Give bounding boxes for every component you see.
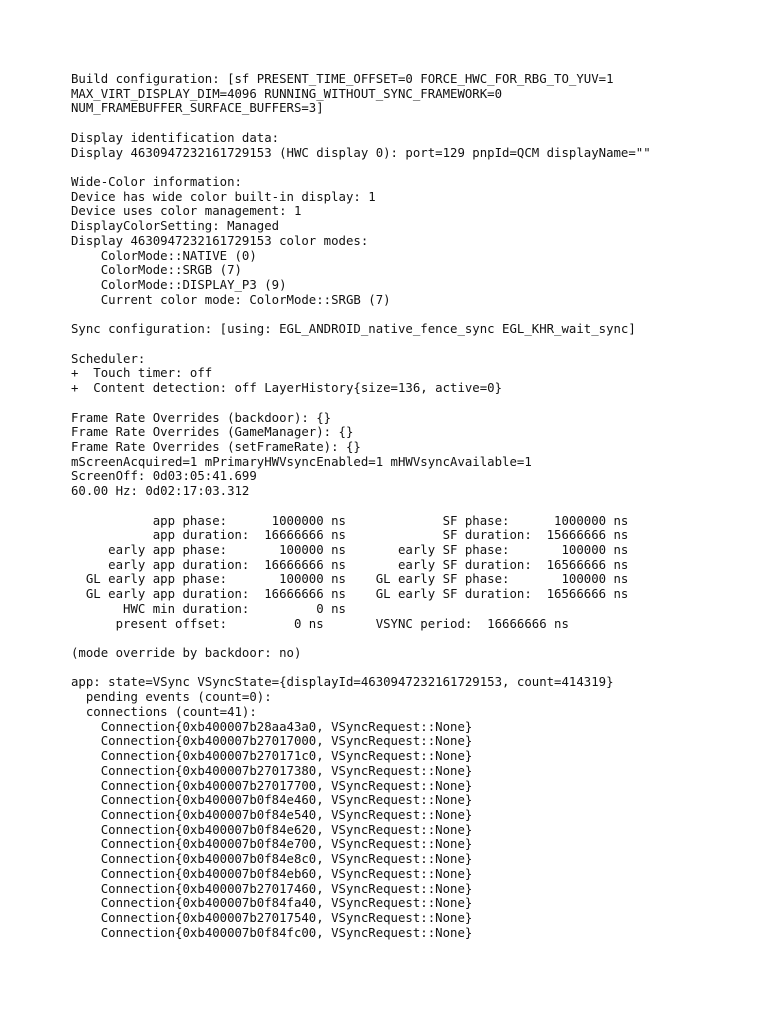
spacer <box>71 116 761 131</box>
color-mode-line: ColorMode::SRGB (7) <box>71 263 242 278</box>
text-line: Frame Rate Overrides (setFrameRate): {} <box>71 439 361 454</box>
connection-line: Connection{0xb400007b27017700, VSyncRequest::None} <box>71 778 473 793</box>
color-mode-line: ColorMode::DISPLAY_P3 (9) <box>71 278 287 293</box>
text-line: Device uses color management: 1 <box>71 204 302 219</box>
spacer <box>71 631 761 646</box>
connection-line: Connection{0xb400007b0f84eb60, VSyncRequest::None} <box>71 866 473 881</box>
text-line: connections (count=41): <box>71 704 257 719</box>
connection-line: Connection{0xb400007b0f84e700, VSyncRequest::None} <box>71 837 473 852</box>
phase-line: GL early app duration: 16666666 ns GL early SF duration: 16566666 ns <box>71 587 629 602</box>
section-heading: Display identification data: <box>71 130 280 145</box>
connection-line: Connection{0xb400007b27017540, VSyncRequest::None} <box>71 910 473 925</box>
vsync-phases-section <box>71 514 761 632</box>
sync-configuration-section <box>71 322 761 337</box>
connection-line: Connection{0xb400007b27017000, VSyncRequest::None} <box>71 734 473 749</box>
phase-line: present offset: 0 ns VSYNC period: 16666666 ns <box>71 616 569 631</box>
spacer <box>71 308 761 323</box>
text-line: (mode override by backdoor: no) <box>71 646 302 661</box>
section-heading: Scheduler: <box>71 351 146 366</box>
phase-line: early app phase: 100000 ns early SF phase: 100000 ns <box>71 543 629 557</box>
connection-line: Connection{0xb400007b0f84e8c0, VSyncRequest::None} <box>71 852 473 867</box>
frame-rate-section <box>71 411 761 499</box>
text-line: mScreenAcquired=1 mPrimaryHWVsyncEnabled=1 mHWVsyncAvailable=1 <box>71 454 532 469</box>
text-line: Frame Rate Overrides (backdoor): {} <box>71 410 332 425</box>
text-line: pending events (count=0): <box>71 690 272 705</box>
spacer <box>71 337 761 352</box>
phase-line: app duration: 16666666 ns SF duration: 15666666 ns <box>71 528 629 543</box>
scheduler-section <box>71 352 761 396</box>
text-line: MAX_VIRT_DISPLAY_DIM=4096 RUNNING_WITHOUT_SYNC_FRAMEWORK=0 <box>71 86 503 101</box>
text-line: NUM_FRAMEBUFFER_SURFACE_BUFFERS=3] <box>71 101 324 116</box>
spacer <box>71 661 761 676</box>
dumpsys-document <box>71 72 761 940</box>
section-heading: app: state=VSync VSyncState={displayId=4630947232161729153, count=414319} <box>71 675 614 690</box>
current-color-mode-line: Current color mode: ColorMode::SRGB (7) <box>71 292 391 307</box>
text-line: Frame Rate Overrides (GameManager): {} <box>71 425 354 440</box>
spacer <box>71 160 761 175</box>
text-line: Display 4630947232161729153 (HWC display 0): port=129 pnpId=QCM displayName="" <box>71 145 651 160</box>
text-line: ScreenOff: 0d03:05:41.699 <box>71 469 257 484</box>
color-mode-line: ColorMode::NATIVE (0) <box>71 248 257 263</box>
build-configuration-section <box>71 72 761 116</box>
connection-line: Connection{0xb400007b0f84e620, VSyncRequest::None} <box>71 822 473 837</box>
connection-line: Connection{0xb400007b0f84e460, VSyncRequest::None} <box>71 793 473 808</box>
phase-line: early app duration: 16666666 ns early SF duration: 16566666 ns <box>71 557 629 572</box>
wide-color-section <box>71 175 761 307</box>
connection-line: Connection{0xb400007b28aa43a0, VSyncRequest::None} <box>71 719 473 734</box>
text-line: 60.00 Hz: 0d02:17:03.312 <box>71 484 250 499</box>
mode-override-section <box>71 646 761 661</box>
connection-line: Connection{0xb400007b270171c0, VSyncRequest::None} <box>71 749 473 764</box>
section-heading: Wide-Color information: <box>71 175 242 190</box>
phase-line: HWC min duration: 0 ns <box>71 601 346 616</box>
connection-line: Connection{0xb400007b27017460, VSyncRequest::None} <box>71 881 473 896</box>
text-line: Build configuration: [sf PRESENT_TIME_OFFSET=0 FORCE_HWC_FOR_RBG_TO_YUV=1 <box>71 72 614 86</box>
spacer <box>71 499 761 514</box>
spacer <box>71 396 761 411</box>
text-line: + Touch timer: off <box>71 366 213 381</box>
text-line: Display 4630947232161729153 color modes: <box>71 233 369 248</box>
text-line: Device has wide color built-in display: 1 <box>71 189 376 204</box>
connection-line: Connection{0xb400007b27017380, VSyncRequest::None} <box>71 763 473 778</box>
connection-line: Connection{0xb400007b0f84fa40, VSyncRequest::None} <box>71 896 473 911</box>
connection-line: Connection{0xb400007b0f84e540, VSyncRequest::None} <box>71 807 473 822</box>
text-line: Sync configuration: [using: EGL_ANDROID_native_fence_sync EGL_KHR_wait_sync] <box>71 322 636 337</box>
text-line: + Content detection: off LayerHistory{size=136, active=0} <box>71 381 503 396</box>
display-identification-section <box>71 131 761 160</box>
phase-line: app phase: 1000000 ns SF phase: 1000000 ns <box>71 513 629 528</box>
app-vsync-state-section <box>71 675 761 940</box>
phase-line: GL early app phase: 100000 ns GL early SF phase: 100000 ns <box>71 572 629 587</box>
text-line: DisplayColorSetting: Managed <box>71 219 280 234</box>
connection-line: Connection{0xb400007b0f84fc00, VSyncRequest::None} <box>71 925 473 940</box>
